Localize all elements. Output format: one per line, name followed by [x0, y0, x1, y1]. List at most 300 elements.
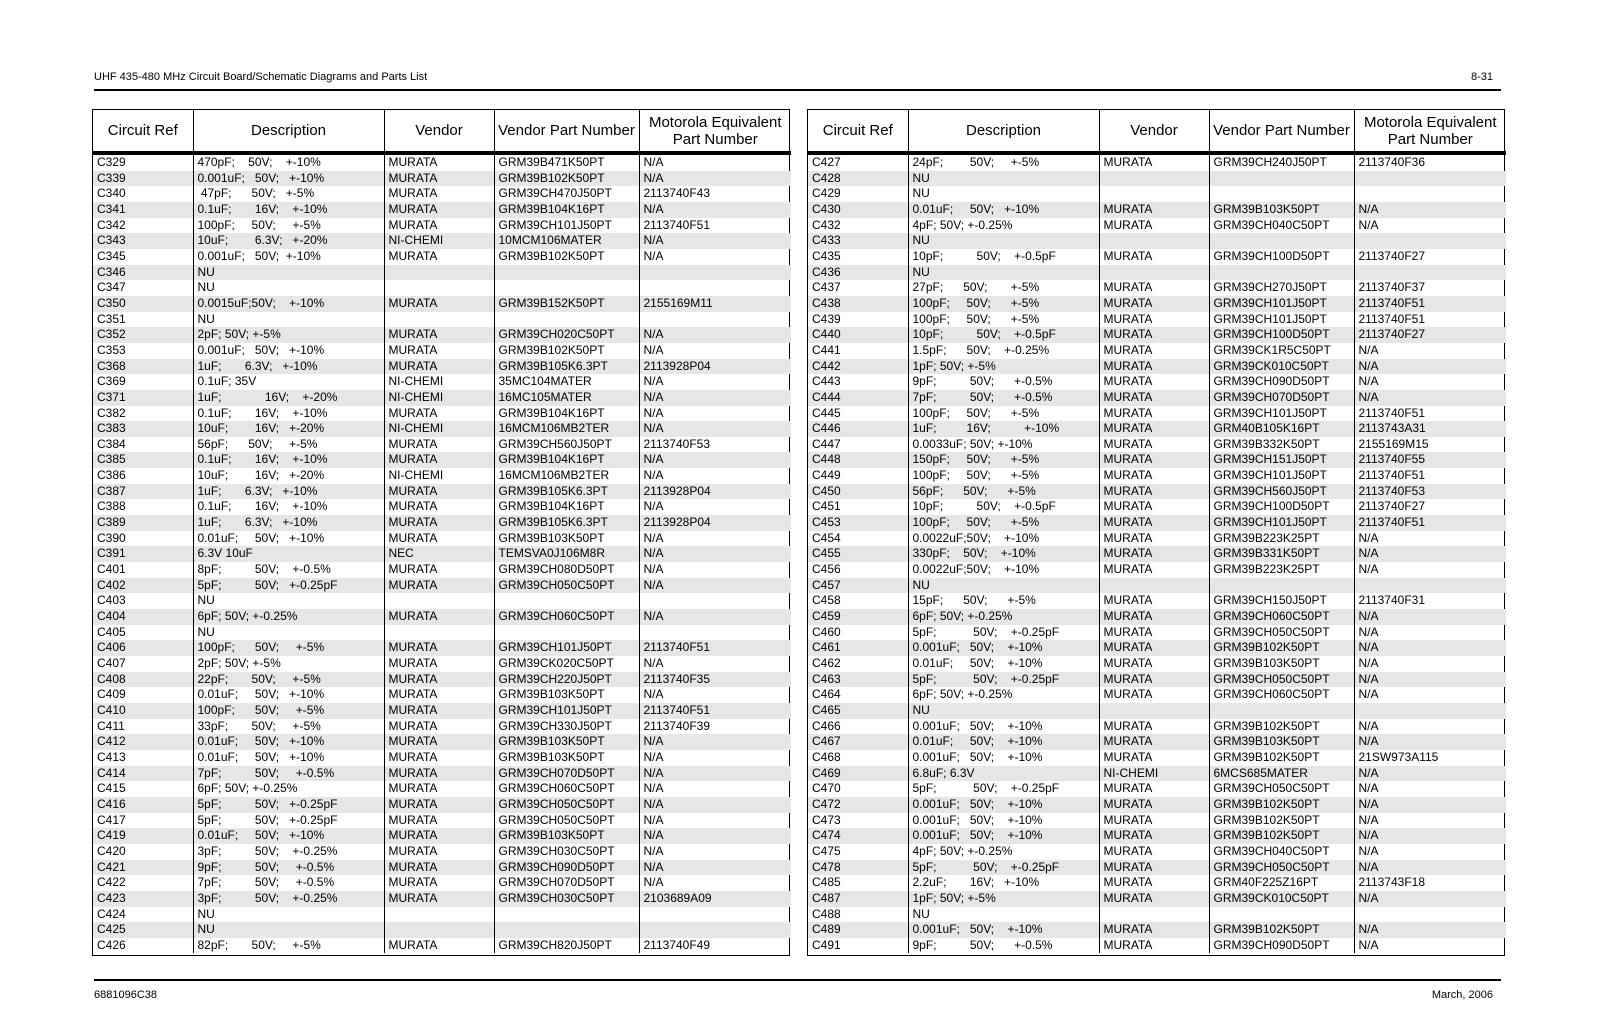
table-row [808, 296, 1506, 312]
cell-motorola-part-number: N/A [643, 812, 664, 827]
cell-vendor-part-number [1209, 578, 1354, 594]
cell-circuit-ref: C453 [808, 515, 908, 531]
cell-motorola-part-number: 2113740F43 [643, 186, 711, 201]
cell-vendor-part-number [1209, 186, 1354, 202]
cell-circuit-ref: C421 [93, 860, 193, 876]
cell-description: 6pF; 50V; +-0.25% [908, 609, 1099, 625]
cell-vendor-part-number: GRM39CH070D50PT [1209, 390, 1354, 406]
cell-vendor-part-number: 35MC104MATER [494, 374, 639, 390]
cell-vendor-part-number [494, 922, 639, 938]
cell-motorola-part-number: N/A [639, 452, 791, 468]
table-row [93, 218, 791, 234]
cell-motorola-part-number: N/A [643, 687, 664, 702]
cell-vendor: MURATA [1099, 531, 1209, 547]
table-row [93, 922, 791, 938]
cell-vendor-part-number: GRM39CH080D50PT [494, 562, 639, 578]
cell-vendor: MURATA [384, 171, 494, 187]
cell-vendor: MURATA [384, 703, 494, 719]
cell-motorola-part-number: 2113928P04 [639, 359, 791, 375]
cell-vendor-part-number: GRM39CH560J50PT [1209, 484, 1354, 500]
cell-vendor: MURATA [384, 452, 494, 468]
cell-circuit-ref: C371 [93, 390, 193, 406]
cell-circuit-ref: C485 [808, 875, 908, 891]
cell-vendor-part-number: 16MCM106MB2TER [494, 421, 639, 437]
cell-motorola-part-number: 2113740F51 [1358, 405, 1426, 420]
cell-motorola-part-number: 2155169M15 [1358, 436, 1429, 451]
table-row [808, 468, 1506, 484]
table-row [808, 860, 1506, 876]
cell-motorola-part-number: N/A [643, 656, 664, 670]
table-row [93, 515, 791, 531]
cell-description: NU [908, 578, 1099, 594]
cell-circuit-ref: C408 [93, 672, 193, 688]
cell-description: 6pF; 50V; +-0.25% [908, 687, 1099, 703]
cell-circuit-ref: C412 [93, 734, 193, 750]
cell-description: 0.01uF; 50V; +-10% [193, 750, 384, 766]
cell-vendor: MURATA [384, 734, 494, 750]
cell-circuit-ref: C432 [808, 218, 908, 234]
cell-vendor-part-number: GRM39CH070D50PT [494, 766, 639, 782]
cell-motorola-part-number: 21SW973A115 [1358, 749, 1439, 764]
cell-vendor-part-number: GRM39CH030C50PT [494, 844, 639, 860]
cell-vendor-part-number: GRM40F225Z16PT [1209, 875, 1354, 891]
table-row [808, 672, 1506, 688]
cell-circuit-ref: C451 [808, 499, 908, 515]
cell-motorola-part-number: 2113740F51 [643, 217, 711, 232]
cell-circuit-ref: C420 [93, 844, 193, 860]
parts-table-left [92, 109, 790, 956]
cell-motorola-part-number: N/A [1354, 202, 1506, 218]
cell-vendor: MURATA [1099, 781, 1209, 797]
cell-motorola-part-number: N/A [639, 233, 791, 249]
cell-vendor: MURATA [1099, 421, 1209, 437]
parts-table-right [807, 109, 1505, 956]
cell-motorola-part-number: N/A [1358, 374, 1379, 389]
cell-motorola-part-number: N/A [639, 327, 791, 343]
cell-circuit-ref: C390 [93, 531, 193, 547]
cell-circuit-ref: C437 [808, 280, 908, 296]
cell-motorola-part-number [639, 593, 791, 609]
cell-circuit-ref: C411 [93, 719, 193, 735]
cell-motorola-part-number [1354, 171, 1506, 187]
cell-vendor: MURATA [384, 672, 494, 688]
cell-description: 4pF; 50V; +-0.25% [908, 844, 1099, 860]
cell-description: NU [908, 186, 1099, 202]
cell-motorola-part-number: N/A [1358, 843, 1379, 858]
cell-description: 1uF; 16V; +-20% [193, 390, 384, 406]
table-row [93, 625, 791, 641]
cell-circuit-ref: C448 [808, 452, 908, 468]
cell-circuit-ref: C433 [808, 233, 908, 249]
cell-motorola-part-number [639, 312, 791, 328]
cell-description: 56pF; 50V; +-5% [193, 437, 384, 453]
cell-vendor: MURATA [1099, 797, 1209, 813]
cell-motorola-part-number: N/A [1354, 390, 1506, 406]
cell-vendor-part-number: GRM39B103K50PT [1209, 202, 1354, 218]
table-row [808, 186, 1506, 202]
cell-circuit-ref: C391 [93, 546, 193, 562]
table-row [808, 781, 1506, 797]
cell-description: NU [908, 703, 1099, 719]
cell-description: 1pF; 50V; +-5% [908, 359, 1099, 375]
cell-circuit-ref: C340 [93, 186, 193, 202]
cell-motorola-part-number: N/A [639, 578, 791, 594]
cell-circuit-ref: C406 [93, 640, 193, 656]
table-row [808, 171, 1506, 187]
cell-circuit-ref: C456 [808, 562, 908, 578]
table-row [808, 891, 1506, 907]
cell-description: 5pF; 50V; +-0.25pF [908, 860, 1099, 876]
table-row [93, 468, 791, 484]
cell-description: 1uF; 6.3V; +-10% [193, 484, 384, 500]
cell-vendor: MURATA [1099, 656, 1209, 672]
table-row [808, 875, 1506, 891]
cell-vendor-part-number: TEMSVA0J106M8R [494, 546, 639, 562]
cell-vendor-part-number: 16MCM106MB2TER [494, 468, 639, 484]
table-row [93, 938, 791, 954]
cell-vendor [384, 922, 494, 938]
cell-motorola-part-number: N/A [643, 374, 664, 389]
table-row [808, 374, 1506, 390]
cell-description: 1uF; 6.3V; +-10% [193, 515, 384, 531]
cell-circuit-ref: C470 [808, 781, 908, 797]
cell-vendor [384, 280, 494, 296]
cell-circuit-ref: C403 [93, 593, 193, 609]
cell-description: 2.2uF; 16V; +-10% [908, 875, 1099, 891]
cell-vendor-part-number [1209, 703, 1354, 719]
cell-motorola-part-number: 2113740F27 [1354, 327, 1506, 343]
cell-circuit-ref: C407 [93, 656, 193, 672]
cell-vendor-part-number: GRM39B152K50PT [494, 296, 639, 312]
table-row [808, 797, 1506, 813]
cell-motorola-part-number: N/A [643, 499, 664, 514]
cell-vendor: MURATA [384, 656, 494, 672]
cell-vendor: MURATA [1099, 938, 1209, 954]
table-row [808, 327, 1506, 343]
cell-description: 0.1uF; 16V; +-10% [193, 452, 384, 468]
cell-vendor-part-number: GRM39CH050C50PT [1209, 672, 1354, 688]
parts-table-left-body [93, 153, 791, 953]
cell-circuit-ref: C430 [808, 202, 908, 218]
cell-vendor-part-number: GRM39B223K25PT [1209, 562, 1354, 578]
cell-motorola-part-number: 2113740F51 [639, 640, 791, 656]
cell-vendor-part-number: GRM39CH101J50PT [494, 703, 639, 719]
cell-vendor-part-number [494, 312, 639, 328]
cell-circuit-ref: C422 [93, 875, 193, 891]
cell-vendor-part-number: GRM39CH060C50PT [494, 781, 639, 797]
cell-description: 33pF; 50V; +-5% [193, 719, 384, 735]
cell-description: 330pF; 50V; +-10% [908, 546, 1099, 562]
cell-vendor: NI-CHEMI [384, 421, 494, 437]
cell-vendor-part-number: GRM39CH220J50PT [494, 672, 639, 688]
cell-motorola-part-number: N/A [639, 202, 791, 218]
cell-vendor-part-number: GRM39CH030C50PT [494, 891, 639, 907]
cell-vendor-part-number [494, 907, 639, 923]
cell-vendor-part-number: GRM39B103K50PT [494, 687, 639, 703]
cell-circuit-ref: C473 [808, 813, 908, 829]
cell-vendor-part-number: GRM39CH560J50PT [494, 437, 639, 453]
cell-circuit-ref: C402 [93, 578, 193, 594]
cell-vendor-part-number: GRM39CH090D50PT [1209, 938, 1354, 954]
cell-circuit-ref: C446 [808, 421, 908, 437]
cell-description: 8pF; 50V; +-0.5% [193, 562, 384, 578]
cell-vendor-part-number: GRM39B223K25PT [1209, 531, 1354, 547]
cell-motorola-part-number: N/A [1354, 640, 1506, 656]
cell-vendor-part-number: GRM39B105K6.3PT [494, 484, 639, 500]
cell-motorola-part-number: N/A [1354, 860, 1506, 876]
cell-vendor: MURATA [384, 750, 494, 766]
cell-vendor-part-number: GRM39CK1R5C50PT [1209, 343, 1354, 359]
cell-vendor-part-number: GRM39CH150J50PT [1209, 593, 1354, 609]
cell-circuit-ref: C472 [808, 797, 908, 813]
cell-vendor-part-number: GRM39CH050C50PT [494, 797, 639, 813]
col-header-description: Description [908, 110, 1099, 153]
table-row [93, 484, 791, 500]
cell-vendor-part-number: GRM39CH101J50PT [1209, 296, 1354, 312]
table-row [93, 907, 791, 923]
page-number: 8-31 [1470, 71, 1493, 83]
cell-motorola-part-number [639, 625, 791, 641]
cell-circuit-ref: C428 [808, 171, 908, 187]
cell-vendor: MURATA [1099, 734, 1209, 750]
table-row [808, 640, 1506, 656]
cell-description: 100pF; 50V; +-5% [908, 296, 1099, 312]
cell-description: 100pF; 50V; +-5% [193, 640, 384, 656]
cell-vendor-part-number: GRM39B102K50PT [1209, 640, 1354, 656]
cell-description: 0.001uF; 50V; +-10% [908, 828, 1099, 844]
cell-vendor-part-number: GRM39B105K6.3PT [494, 359, 639, 375]
cell-motorola-part-number: N/A [639, 860, 791, 876]
cell-vendor-part-number: GRM39CH101J50PT [1209, 312, 1354, 328]
cell-circuit-ref: C345 [93, 249, 193, 265]
cell-circuit-ref: C450 [808, 484, 908, 500]
cell-circuit-ref: C389 [93, 515, 193, 531]
cell-circuit-ref: C489 [808, 922, 908, 938]
table-row [93, 719, 791, 735]
table-row [808, 766, 1506, 782]
table-row [93, 359, 791, 375]
cell-motorola-part-number: N/A [639, 546, 791, 562]
cell-vendor-part-number: GRM39B102K50PT [1209, 719, 1354, 735]
cell-motorola-part-number [1354, 907, 1506, 923]
col-header-vendor: Vendor [384, 110, 494, 153]
cell-circuit-ref: C441 [808, 343, 908, 359]
cell-circuit-ref: C465 [808, 703, 908, 719]
cell-vendor: MURATA [1099, 844, 1209, 860]
cell-vendor: MURATA [384, 844, 494, 860]
table-row [808, 828, 1506, 844]
cell-vendor: MURATA [384, 687, 494, 703]
cell-description: 2pF; 50V; +-5% [193, 327, 384, 343]
cell-description: 3pF; 50V; +-0.25% [193, 891, 384, 907]
cell-circuit-ref: C468 [808, 750, 908, 766]
cell-motorola-part-number: N/A [639, 390, 791, 406]
cell-vendor: MURATA [1099, 437, 1209, 453]
cell-vendor-part-number [494, 280, 639, 296]
cell-circuit-ref: C487 [808, 891, 908, 907]
cell-description: 0.0015uF;50V; +-10% [193, 296, 384, 312]
cell-vendor-part-number [494, 265, 639, 281]
cell-description: 56pF; 50V; +-5% [908, 484, 1099, 500]
cell-motorola-part-number: N/A [1358, 624, 1379, 639]
cell-motorola-part-number: N/A [643, 781, 664, 796]
table-row [93, 546, 791, 562]
cell-motorola-part-number [639, 265, 791, 281]
cell-vendor: MURATA [384, 938, 494, 954]
cell-motorola-part-number: N/A [1358, 342, 1379, 357]
cell-vendor-part-number: GRM39CH020C50PT [494, 327, 639, 343]
table-row [808, 359, 1506, 375]
cell-vendor-part-number: GRM39B104K16PT [494, 406, 639, 422]
cell-vendor-part-number: GRM39CH101J50PT [494, 640, 639, 656]
cell-vendor: MURATA [1099, 468, 1209, 484]
table-row [93, 750, 791, 766]
cell-description: 5pF; 50V; +-0.25pF [193, 578, 384, 594]
cell-vendor: MURATA [384, 719, 494, 735]
cell-circuit-ref: C469 [808, 766, 908, 782]
table-row [93, 797, 791, 813]
cell-circuit-ref: C347 [93, 280, 193, 296]
cell-motorola-part-number: N/A [643, 843, 664, 858]
table-row [93, 343, 791, 359]
cell-vendor: MURATA [384, 437, 494, 453]
table-row [808, 703, 1506, 719]
table-row [808, 593, 1506, 609]
table-row [93, 202, 791, 218]
cell-vendor: MURATA [1099, 719, 1209, 735]
cell-circuit-ref: C439 [808, 312, 908, 328]
cell-vendor: MURATA [1099, 452, 1209, 468]
table-row [808, 249, 1506, 265]
cell-circuit-ref: C405 [93, 625, 193, 641]
cell-vendor-part-number: 16MC105MATER [494, 390, 639, 406]
table-row [808, 546, 1506, 562]
cell-vendor: MURATA [1099, 374, 1209, 390]
cell-description: 5pF; 50V; +-0.25pF [193, 813, 384, 829]
table-row [93, 593, 791, 609]
table-row [93, 672, 791, 688]
table-row [93, 860, 791, 876]
cell-circuit-ref: C478 [808, 860, 908, 876]
cell-motorola-part-number: N/A [1354, 828, 1506, 844]
cell-motorola-part-number: 2113740F35 [639, 672, 791, 688]
cell-description: 0.001uF; 50V; +-10% [908, 797, 1099, 813]
table-row [808, 531, 1506, 547]
cell-vendor-part-number: GRM39CH820J50PT [494, 938, 639, 954]
cell-vendor-part-number: GRM39CH101J50PT [1209, 515, 1354, 531]
cell-description: 47pF; 50V; +-5% [193, 186, 384, 202]
cell-motorola-part-number: N/A [643, 155, 664, 169]
cell-circuit-ref: C384 [93, 437, 193, 453]
cell-description: NU [193, 625, 384, 641]
cell-vendor: MURATA [1099, 280, 1209, 296]
cell-motorola-part-number: N/A [1358, 687, 1379, 702]
cell-vendor-part-number: GRM39CH270J50PT [1209, 280, 1354, 296]
cell-description: 0.1uF; 16V; +-10% [193, 406, 384, 422]
cell-vendor-part-number [1209, 233, 1354, 249]
table-row [93, 280, 791, 296]
table-row [93, 828, 791, 844]
cell-circuit-ref: C457 [808, 578, 908, 594]
cell-motorola-part-number: N/A [643, 342, 664, 357]
table-row [93, 374, 791, 390]
cell-vendor: MURATA [1099, 562, 1209, 578]
cell-motorola-part-number: 2113740F51 [639, 703, 791, 719]
cell-vendor: MURATA [384, 875, 494, 891]
table-row [808, 656, 1506, 672]
table-row [808, 452, 1506, 468]
cell-vendor: MURATA [1099, 249, 1209, 265]
cell-vendor-part-number: GRM39CH100D50PT [1209, 499, 1354, 515]
cell-description: 0.0022uF;50V; +-10% [908, 562, 1099, 578]
cell-vendor: MURATA [384, 828, 494, 844]
cell-description: 100pF; 50V; +-5% [193, 218, 384, 234]
cell-circuit-ref: C423 [93, 891, 193, 907]
cell-description: 6.3V 10uF [193, 546, 384, 562]
cell-motorola-part-number: N/A [1354, 359, 1506, 375]
table-row [808, 233, 1506, 249]
cell-vendor-part-number [494, 625, 639, 641]
cell-vendor: MURATA [1099, 750, 1209, 766]
cell-motorola-part-number [1354, 578, 1506, 594]
cell-vendor: MURATA [1099, 202, 1209, 218]
cell-vendor: MURATA [1099, 875, 1209, 891]
col-header-description: Description [193, 110, 384, 153]
cell-description: 0.01uF; 50V; +-10% [193, 687, 384, 703]
cell-circuit-ref: C385 [93, 452, 193, 468]
cell-motorola-part-number: 2155169M11 [639, 296, 791, 312]
cell-vendor-part-number: GRM39CH050C50PT [494, 578, 639, 594]
cell-motorola-part-number: N/A [639, 797, 791, 813]
table-row [808, 515, 1506, 531]
cell-description: NU [193, 312, 384, 328]
cell-description: 7pF; 50V; +-0.5% [193, 766, 384, 782]
cell-motorola-part-number: N/A [1354, 609, 1506, 625]
cell-description: 9pF; 50V; +-0.5% [193, 860, 384, 876]
cell-motorola-part-number: N/A [639, 734, 791, 750]
cell-description: 0.1uF; 35V [193, 374, 384, 390]
cell-description: 10pF; 50V; +-0.5pF [908, 499, 1099, 515]
cell-circuit-ref: C383 [93, 421, 193, 437]
cell-description: 0.001uF; 50V; +-10% [908, 719, 1099, 735]
cell-motorola-part-number: 2113740F49 [643, 937, 711, 952]
table-row [93, 562, 791, 578]
cell-motorola-part-number: N/A [639, 828, 791, 844]
cell-description: 1uF; 6.3V; +-10% [193, 359, 384, 375]
document-number: 6881096C38 [94, 989, 158, 1001]
cell-motorola-part-number [639, 907, 791, 923]
cell-vendor: MURATA [1099, 499, 1209, 515]
cell-vendor: MURATA [384, 499, 494, 515]
cell-description: 0.01uF; 50V; +-10% [193, 734, 384, 750]
cell-circuit-ref: C491 [808, 938, 908, 954]
cell-description: NU [908, 265, 1099, 281]
table-header-row [808, 110, 1506, 153]
cell-motorola-part-number: 2113740F27 [1358, 499, 1426, 514]
cell-description: 5pF; 50V; +-0.25pF [908, 781, 1099, 797]
footer-rule [94, 979, 1501, 981]
cell-motorola-part-number: N/A [1358, 562, 1379, 577]
cell-vendor: MURATA [384, 891, 494, 907]
cell-vendor [384, 625, 494, 641]
cell-vendor: MURATA [384, 218, 494, 234]
cell-motorola-part-number: 2113740F51 [1358, 468, 1426, 483]
table-header-row [93, 110, 791, 153]
cell-motorola-part-number: 2113740F51 [1358, 311, 1426, 326]
cell-vendor-part-number: GRM39B104K16PT [494, 202, 639, 218]
cell-circuit-ref: C414 [93, 766, 193, 782]
cell-motorola-part-number [1354, 233, 1506, 249]
